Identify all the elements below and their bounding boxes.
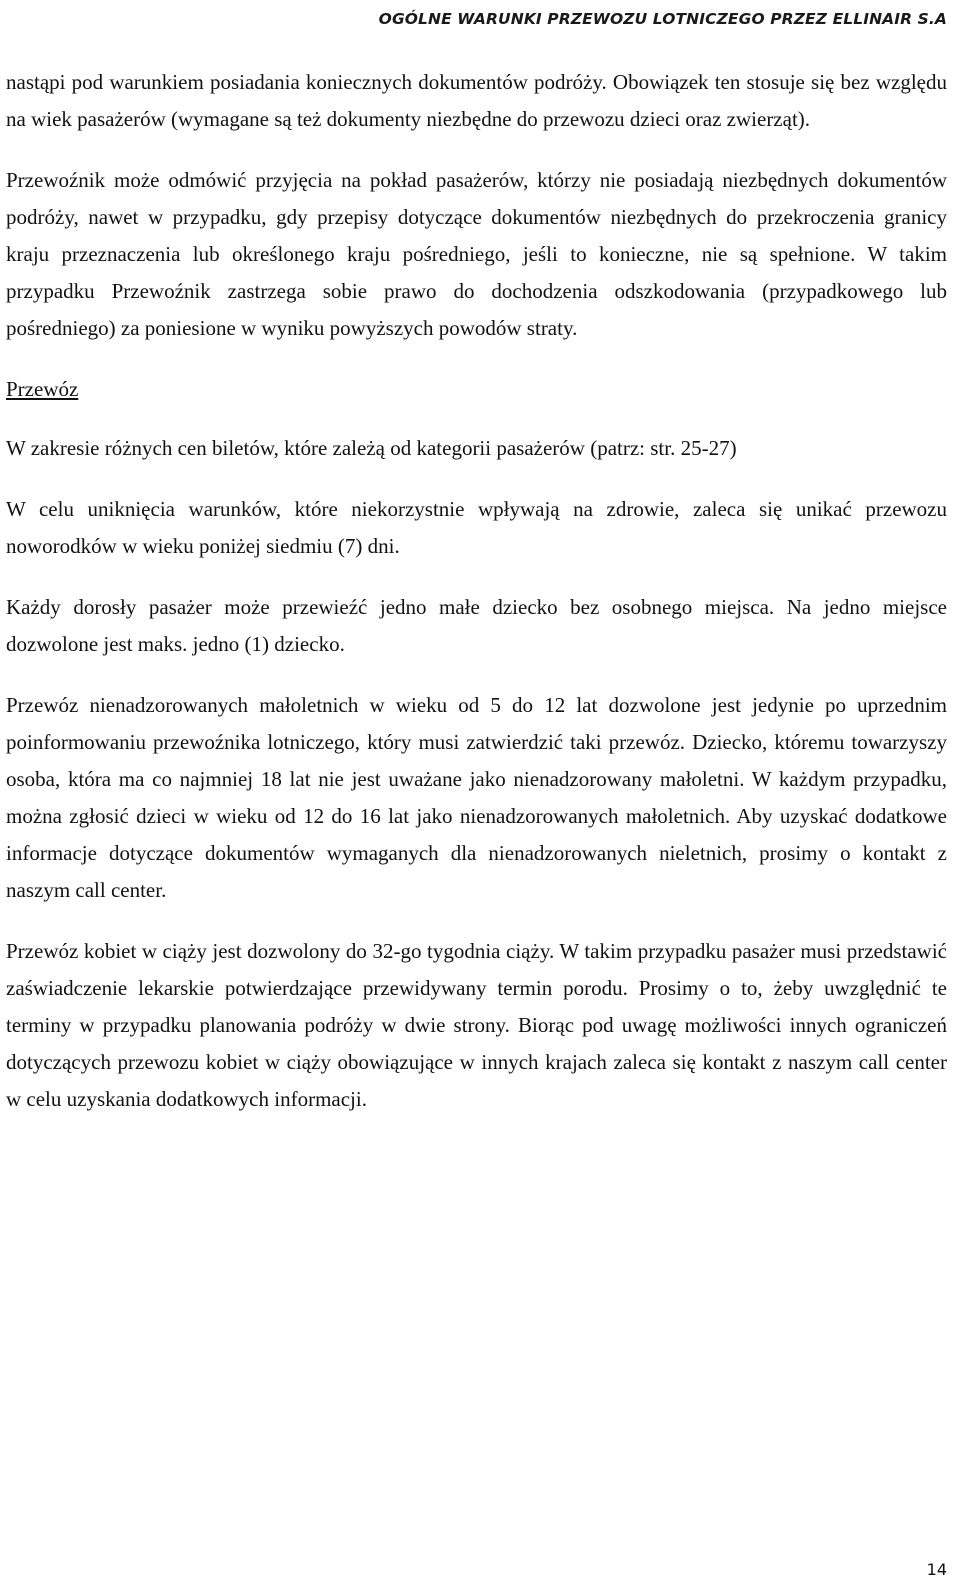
paragraph-unaccompanied-minors: Przewóz nienadzorowanych małoletnich w wieku od 5 do 12 lat dozwolone jest jedynie po uprzednim poinformowaniu przewoźnika lotniczego, który musi zatwierdzić taki przewóz. Dziecko, któremu towarzyszy osoba, która ma co najmniej 18 lat nie jest uważane jako nienadzorowany małoletni. W każdym przypadku, można zgłosić dzieci w wieku od 12 do 16 lat jako nienadzorowanych małoletnich. Aby uzyskać dodatkowe informacje dotyczące dokumentów wymaganych dla nienadzorowanych nieletnich, prosimy o kontakt z naszym call center.	[6, 693, 947, 902]
section-heading-przewoz: Przewóz	[6, 377, 79, 401]
document-body	[6, 64, 947, 1142]
paragraph-infant-without-seat: Każdy dorosły pasażer może przewieźć jedno małe dziecko bez osobnego miejsca. Na jedno miejsce dozwolone jest maks. jedno (1) dziecko.	[6, 595, 947, 656]
paragraph-ticket-prices: W zakresie różnych cen biletów, które zależą od kategorii pasażerów (patrz: str. 25-27)	[6, 436, 737, 460]
paragraph-travel-documents-continued: nastąpi pod warunkiem posiadania koniecznych dokumentów podróży. Obowiązek ten stosuje się bez względu na wiek pasażerów (wymagane są też dokumenty niezbędne do przewozu dzieci oraz zwierząt).	[6, 70, 947, 131]
paragraph-boarding-refusal: Przewoźnik może odmówić przyjęcia na pokład pasażerów, którzy nie posiadają niezbędnych dokumentów podróży, nawet w przypadku, gdy przepisy dotyczące dokumentów niezbędnych do przekroczenia granicy kraju przeznaczenia lub określonego kraju pośredniego, jeśli to konieczne, nie są spełnione. W takim przypadku Przewoźnik zastrzega sobie prawo do dochodzenia odszkodowania (przypadkowego lub pośredniego) za poniesione w wyniku powyższych powodów straty.	[6, 168, 947, 340]
running-header-title: OGÓLNE WARUNKI PRZEWOZU LOTNICZEGO PRZEZ ELLINAIR S.A	[378, 10, 947, 28]
paragraph-newborns: W celu uniknięcia warunków, które niekorzystnie wpływają na zdrowie, zaleca się unikać przewozu noworodków w wieku poniżej siedmiu (7) dni.	[6, 497, 947, 558]
paragraph-pregnant-women: Przewóz kobiet w ciąży jest dozwolony do 32-go tygodnia ciąży. W takim przypadku pasażer musi przedstawić zaświadczenie lekarskie potwierdzające przewidywany termin porodu. Prosimy o to, żeby uwzględnić te terminy w przypadku planowania podróży w dwie strony. Biorąc pod uwagę możliwości innych ograniczeń dotyczących przewozu kobiet w ciąży obowiązujące w innych krajach zaleca się kontakt z naszym call center w celu uzyskania dodatkowych informacji.	[6, 939, 947, 1111]
page-number: 14	[926, 1560, 947, 1579]
